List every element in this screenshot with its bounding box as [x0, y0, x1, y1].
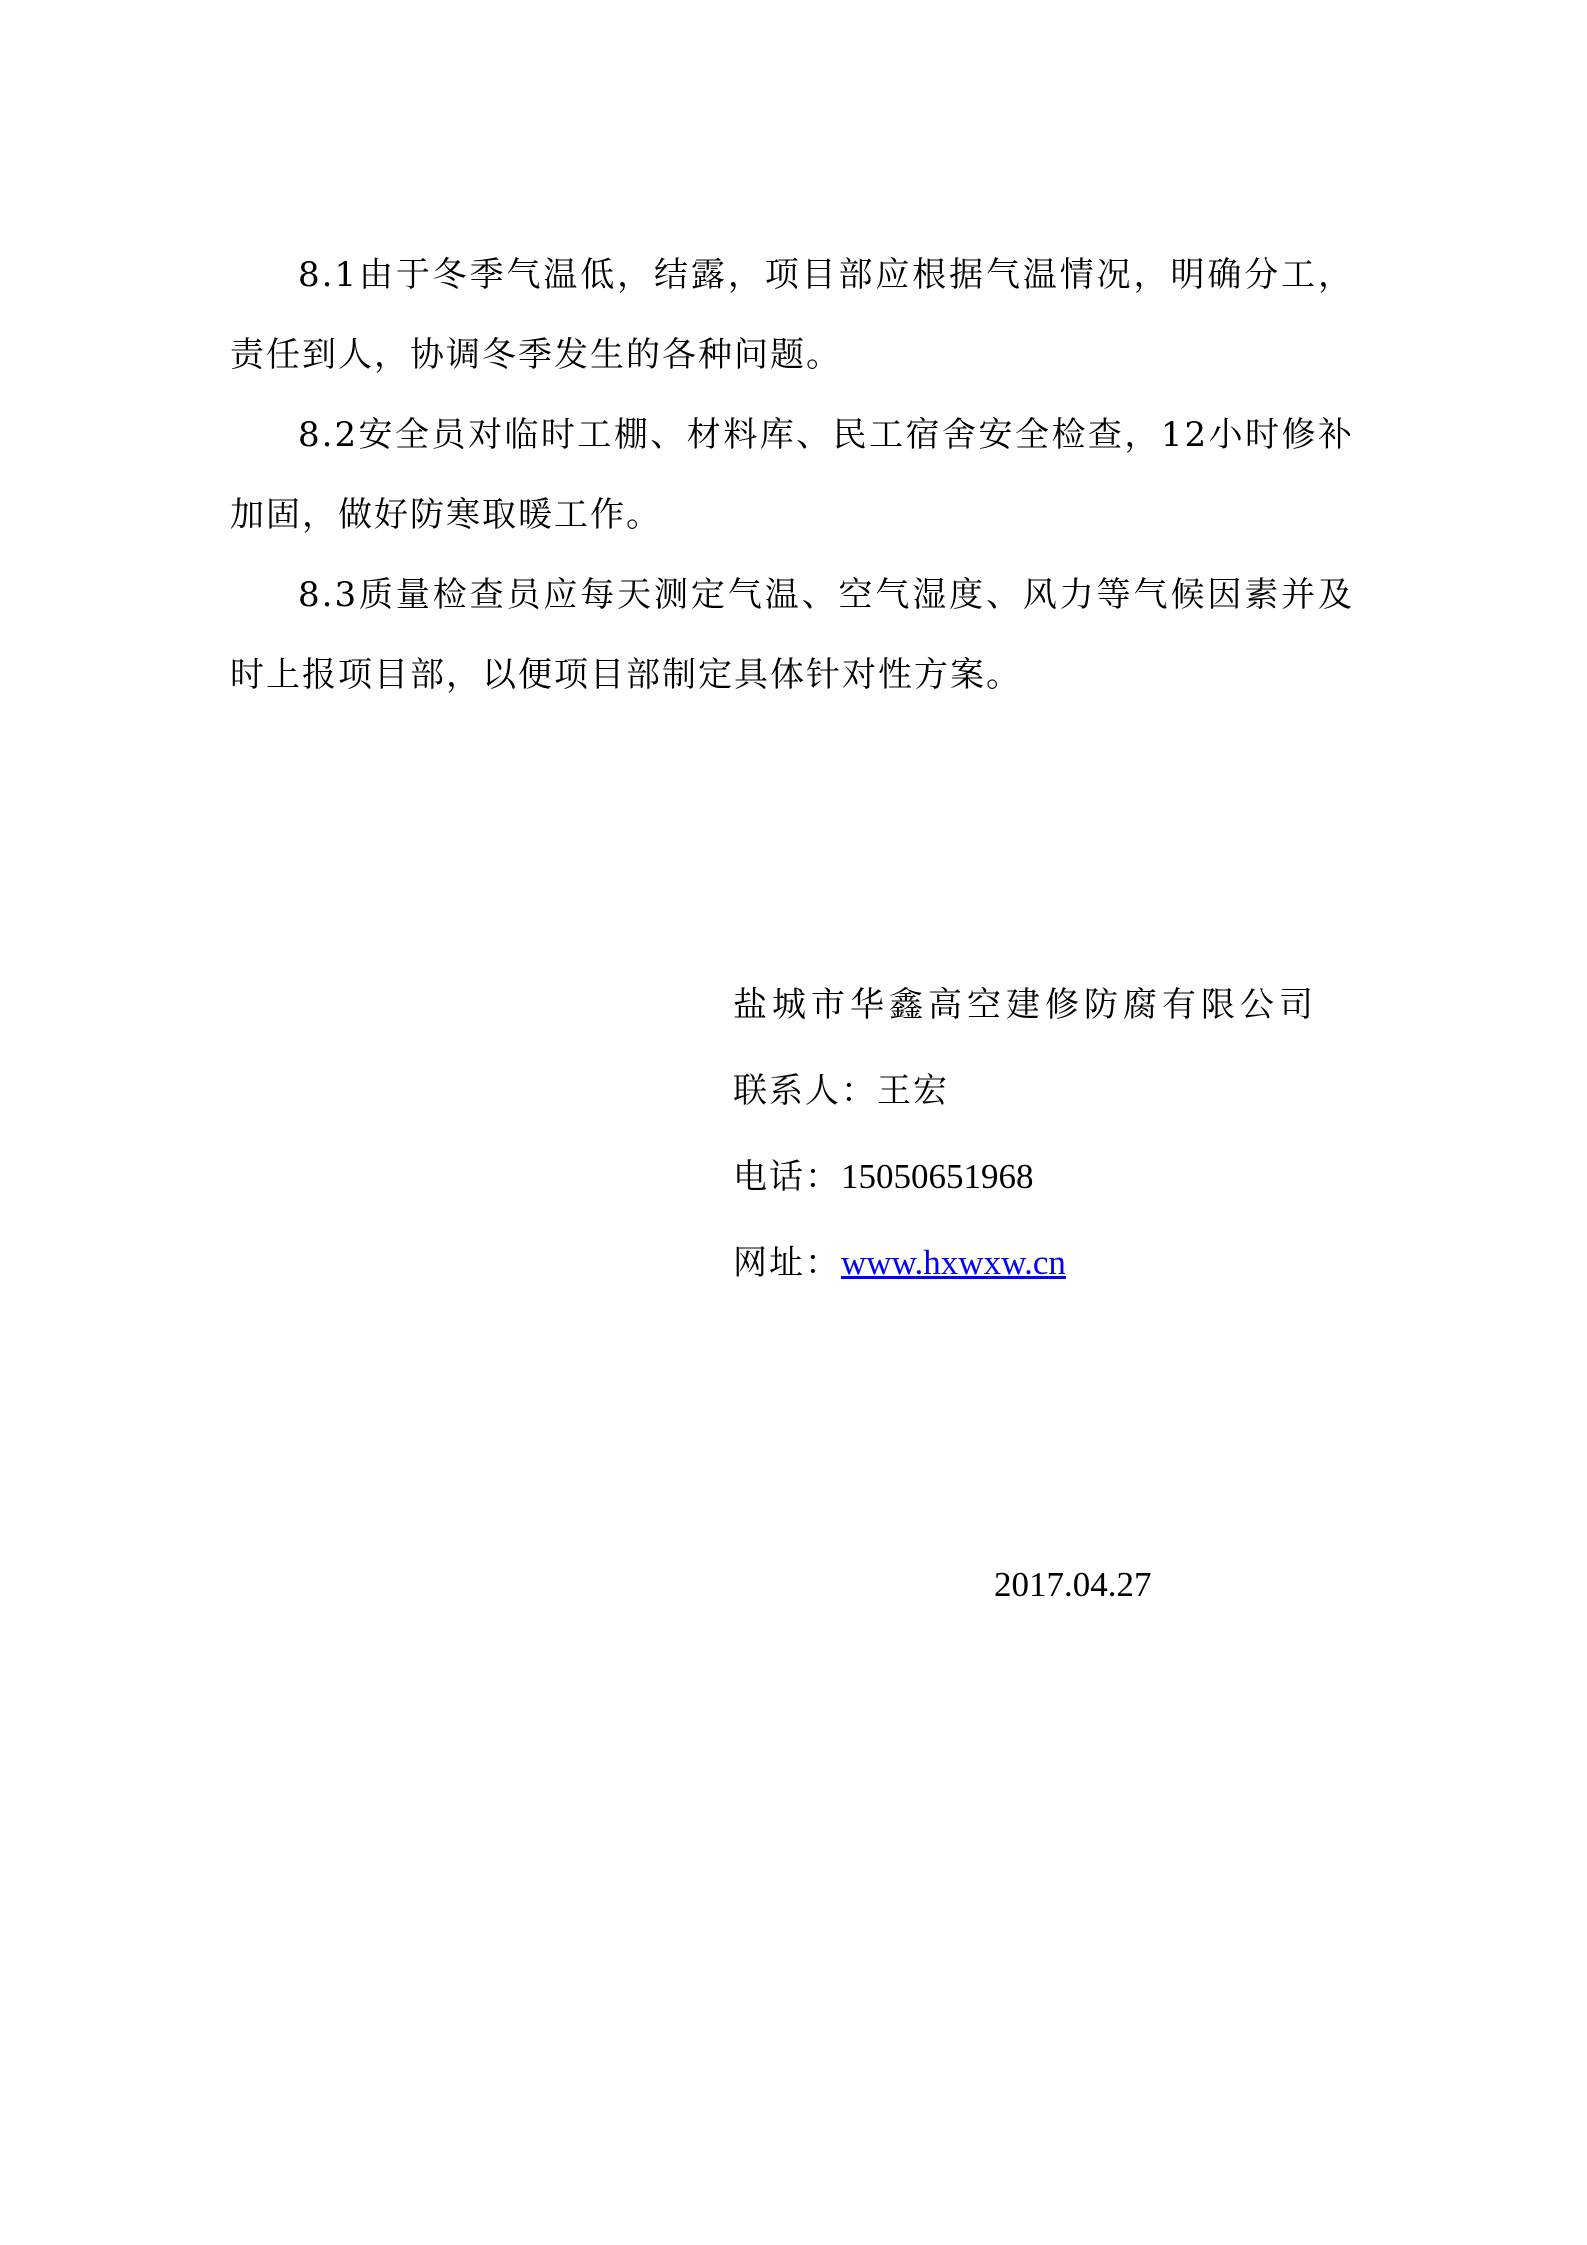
- phone-label: 电话：: [733, 1157, 841, 1197]
- website-link[interactable]: www.hxwxw.cn: [841, 1243, 1066, 1282]
- document-date: 2017.04.27: [994, 1565, 1152, 1604]
- contact-block: [733, 962, 1373, 1306]
- website-label: 网址：: [733, 1243, 841, 1283]
- company-name: 盐城市华鑫高空建修防腐有限公司: [733, 985, 1318, 1025]
- paragraph-8-3: 8.3质量检查员应每天测定气温、空气湿度、风力等气候因素并及时上报项目部，以便项目部制定具体针对性方案。: [230, 575, 1354, 695]
- contact-person-label: 联系人：: [733, 1071, 877, 1111]
- contact-person-value: 王宏: [877, 1071, 949, 1111]
- phone-line: [733, 1134, 1373, 1220]
- body-text: [230, 235, 1354, 715]
- paragraph-8-1: 8.1由于冬季气温低，结露，项目部应根据气温情况，明确分工，责任到人，协调冬季发生的各种问题。: [230, 255, 1354, 375]
- contact-person-line: [733, 1048, 1373, 1134]
- website-line: [733, 1220, 1373, 1306]
- paragraph-8-2: 8.2安全员对临时工棚、材料库、民工宿舍安全检查，12小时修补加固，做好防寒取暖工作。: [230, 415, 1354, 535]
- phone-value: 15050651968: [841, 1157, 1034, 1196]
